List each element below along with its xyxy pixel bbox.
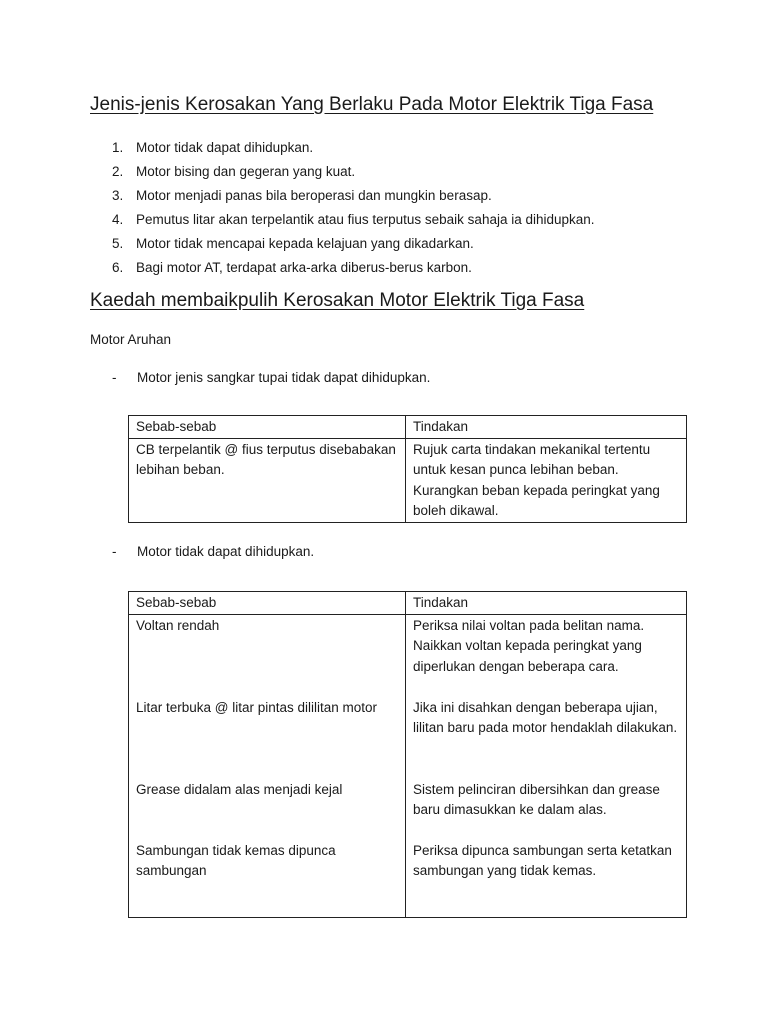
list-item: 3. Motor menjadi panas bila beroperasi dan mungkin berasap.: [112, 188, 492, 203]
table-cell: Litar terbuka @ litar pintas dililitan motor: [136, 699, 378, 715]
table-cell: CB terpelantik @ fius terputus disebabakan lebihan beban.: [129, 438, 406, 522]
table-cell-group: [406, 614, 687, 917]
table-row: [129, 438, 687, 522]
table-cell: Rujuk carta tindakan mekanikal tertentu untuk kesan punca lebihan beban. Kurangkan beban kepada peringkat yang boleh dikawal.: [406, 438, 687, 522]
bullet-item: - Motor jenis sangkar tupai tidak dapat dihidupkan.: [112, 370, 431, 385]
table-cell: Voltan rendah: [136, 617, 220, 633]
table-header-cell: Tindakan: [406, 592, 687, 615]
table-cell: Sistem pelinciran dibersihkan dan grease baru dimasukkan ke dalam alas.: [413, 781, 660, 817]
table-header-row: [129, 592, 687, 615]
list-item: 5. Motor tidak mencapai kepada kelajuan yang dikadarkan.: [112, 236, 474, 251]
table-header-cell: Sebab-sebab: [129, 416, 406, 439]
table-cell: Grease didalam alas menjadi kejal: [136, 781, 343, 797]
table-header-row: [129, 416, 687, 439]
list-item: 6. Bagi motor AT, terdapat arka-arka diberus-berus karbon.: [112, 260, 472, 275]
cause-action-table: [128, 591, 687, 918]
fault-list: [112, 136, 595, 280]
table-header-cell: Sebab-sebab: [129, 592, 406, 615]
heading-repair-methods: Kaedah membaikpulih Kerosakan Motor Elektrik Tiga Fasa: [90, 290, 585, 311]
bullet-item: - Motor tidak dapat dihidupkan.: [112, 544, 315, 559]
table-cell-group: [129, 614, 406, 917]
table-cell: Periksa nilai voltan pada belitan nama. Naikkan voltan kepada peringkat yang diperlukan dengan beberapa cara.: [413, 617, 645, 674]
list-item: 1. Motor tidak dapat dihidupkan.: [112, 140, 314, 155]
list-item: 4. Pemutus litar akan terpelantik atau fius terputus sebaik sahaja ia dihidupkan.: [112, 212, 595, 227]
table-cell: Periksa dipunca sambungan serta ketatkan sambungan yang tidak kemas.: [413, 842, 672, 878]
heading-fault-types: Jenis-jenis Kerosakan Yang Berlaku Pada Motor Elektrik Tiga Fasa: [90, 94, 654, 115]
table-row: [129, 614, 687, 917]
table-cell: Jika ini disahkan dengan beberapa ujian, lilitan baru pada motor hendaklah dilakukan.: [413, 699, 678, 735]
bullet-dash: -: [112, 370, 117, 385]
table-header-cell: Tindakan: [406, 416, 687, 439]
subheading-induction-motor: Motor Aruhan: [90, 332, 172, 347]
bullet-dash: -: [112, 544, 117, 559]
list-item: 2. Motor bising dan gegeran yang kuat.: [112, 164, 356, 179]
cause-action-table: [128, 415, 687, 523]
table-cell: Sambungan tidak kemas dipunca sambungan: [136, 842, 336, 878]
